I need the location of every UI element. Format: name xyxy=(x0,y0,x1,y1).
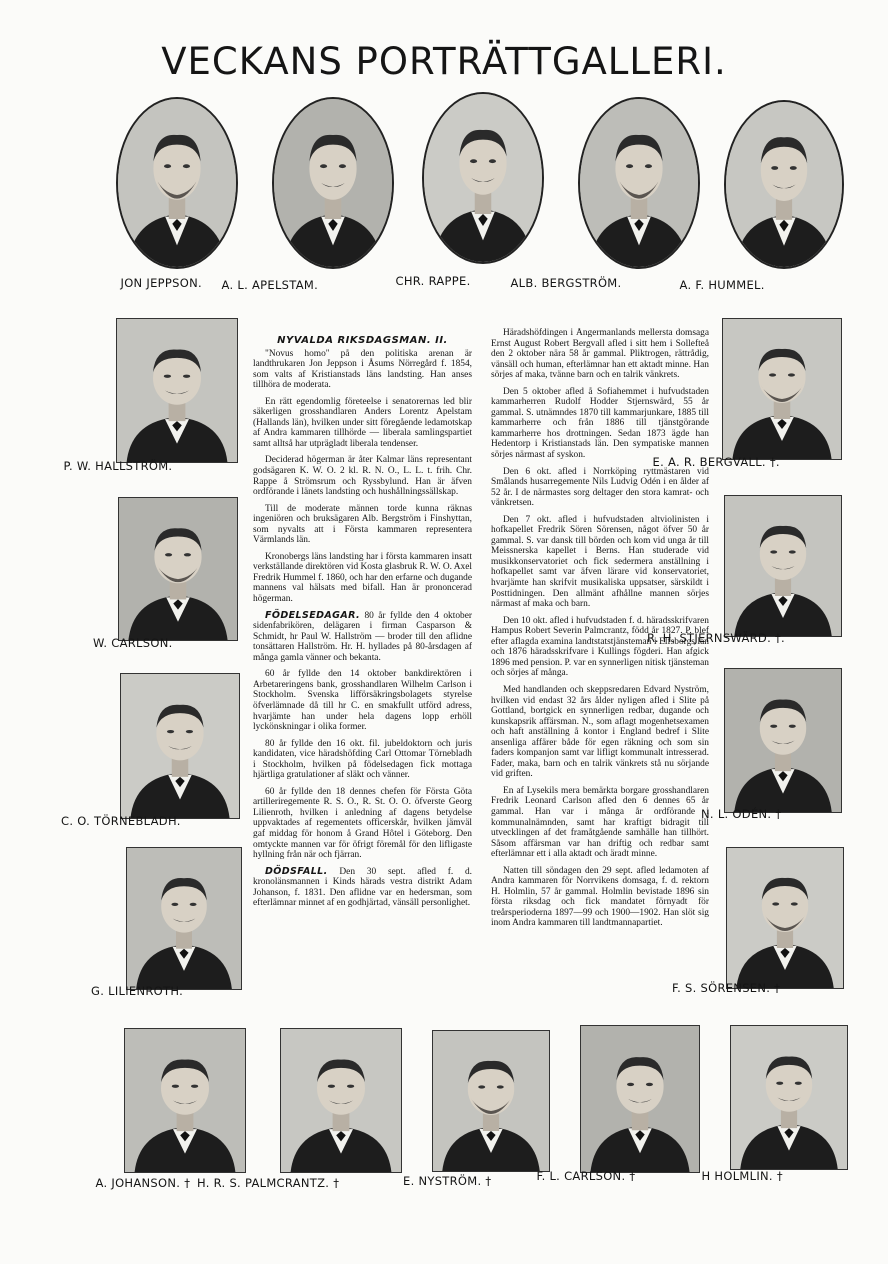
article-paragraph: Natten till söndagen den 29 sept. afled ledamoten af Andra kammaren för Norrvikens domsaga, f. d. rektorn H. Holmlin, 57 år gammal. Holmlin bevistade 1896 sin första riksdag och fick mandatet förnyadt för treårsperioderna 1897—99 och 1900—1902. Han slöt sig inom Andra kammaren till landtmannapartiet. xyxy=(491,865,709,929)
portrait-top-row-4 xyxy=(578,97,700,269)
fodelsedagar-paragraph: 80 år fyllde den 16 okt. fil. jubeldoktorn och juris kandidaten, vice häradshöfding Carl Ottomar Törnebladh i Stockholm, hvilken på födelsedagen fick mottaga hjärtliga gratulationer af släkt och vänner. xyxy=(253,738,472,781)
portrait-bottom-row-2 xyxy=(280,1028,402,1173)
article-paragraph: Till de moderate männen torde kunna räknas ingeniören och bruksägaren Alb. Bergström i Finshyttan, som nyvalts att i Första kammaren representera Värmlands län. xyxy=(253,503,472,546)
dodsfall-section xyxy=(253,867,472,909)
dodsfall-heading: DÖDSFALL. xyxy=(265,865,328,877)
portrait-caption: N. L. ODÉN. † xyxy=(701,807,782,821)
portrait-bottom-row-5 xyxy=(730,1025,848,1170)
dodsfall-text: Den 30 sept. afled f. d. kronolänsmannen i Kinds härads vestra distrikt Adam Johanson, f. 1831. Den aflidne var en hedersman, som efterlämnar minnet af en godhjärtad, vänsäll personlighet. xyxy=(253,866,472,909)
portrait-left-column-4 xyxy=(126,847,242,990)
portrait-caption: CHR. RAPPE. xyxy=(395,274,471,288)
portrait-caption: H HOLMLIN. † xyxy=(701,1169,783,1183)
fodelsedagar-paragraphs xyxy=(253,669,472,860)
portrait-top-row-2 xyxy=(272,97,394,269)
fodelsedagar-section xyxy=(253,611,472,664)
portrait-caption: R. H. STJERNSWÄRD. †. xyxy=(647,631,785,645)
portrait-caption: E. A. R. BERGVALL. †. xyxy=(652,455,780,469)
article-col2-paragraphs xyxy=(491,328,709,929)
portrait-caption: A. JOHANSON. † xyxy=(95,1176,191,1190)
article-paragraph: "Novus homo" på den politiska arenan är landthrukaren Jon Jeppson i Åsums Nörregård f. 1854, som valts af Kristianstads läns landsting. Han anses tillhöra de moderata. xyxy=(253,348,472,391)
page-title: VECKANS PORTRÄTTGALLERI. xyxy=(161,40,727,83)
fodelsedagar-heading: FÖDELSEDAGAR. xyxy=(265,609,361,621)
portrait-caption: A. L. APELSTAM. xyxy=(221,278,319,292)
portrait-left-column-1 xyxy=(116,318,238,463)
portrait-caption: G. LILIENROTH. xyxy=(91,984,184,998)
portrait-right-column-2 xyxy=(724,495,842,637)
article-paragraph: Den 10 okt. afled i hufvudstaden f. d. häradsskrifvaren Hampus Robert Severin Palmcrantz, född år 1827. P. blef efter aflagda examina landtstatstjänsteman i Elfsborgs län och 1876 häradsskrifvare i Kullings fögderi. Han afgick 1896 med pension. P. var en synnerligen nitisk tjänsteman och sörjes af många. xyxy=(491,615,709,679)
article-paragraph: Den 5 oktober afled å Sofiahemmet i hufvudstaden kammarherren Rudolf Hodder Stjernswärd, 55 år gammal. S. utnämndes 1870 till kammarjunkare, 1885 till kammarherre och från 1886 till tjänstgörande kammarherre hos drottningen. Sedan 1873 ägde han Hedentorp i Kristianstads län. Den sympatiske mannen sörjes närmast af syskon. xyxy=(491,386,709,461)
portrait-bottom-row-3 xyxy=(432,1030,550,1172)
portrait-left-column-3 xyxy=(120,673,240,819)
portrait-right-column-4 xyxy=(726,847,844,989)
article-paragraph: Med handlanden och skeppsredaren Edvard Nyström, hvilken vid endast 32 års ålder nyligen afled i Slite på Gottland, bortgick en synnerligen redbar, dugande och kunskapsrik affärsman. N., som aflagt mogenhetsexamen och haft anställning å kontor i England bedref i Slite ansenliga affärer både för egen räkning och som sin faders kompanjon samt var lifligt kommunalt intresserad. Fader, maka, barn och en talrik vänkrets stå nu sörjande vid griften. xyxy=(491,684,709,780)
fodelsedagar-first: 80 år fyllde den 4 oktober sidenfabrikören, delägaren i firman Casparson & Schmidt, hr Paul W. Hallström — broder till den aflidne tonsättaren Hallström. Hr. H. hyllades på 80-årsdagen af många gamla vänner och bekanta. xyxy=(253,610,472,663)
article-column-1 xyxy=(253,336,472,986)
portrait-caption: P. W. HALLSTRÖM. xyxy=(63,459,173,473)
article-paragraph: Häradshöfdingen i Ångermanlands mellersta domsaga Ernst August Robert Bergvall afled i sitt hem i Sollefteå den 2 oktober nära 58 år gammal. Pliktrogen, rättrådig, vänsäll och human, efterlämnar han ett aktadt minne. Han sörjes af maka, tvänne barn och en talrik vänkrets. xyxy=(491,328,709,381)
portrait-top-row-3 xyxy=(422,92,544,264)
portrait-right-column-3 xyxy=(724,668,842,813)
portrait-caption: H. R. S. PALMCRANTZ. † xyxy=(197,1176,340,1190)
article-column-2 xyxy=(491,328,709,988)
fodelsedagar-paragraph: 60 år fyllde den 18 dennes chefen för Första Göta artilleriregemente R. S. O., R. St. O. O. öfverste Georg Lilienroth, hvilken i anledning af dagens betydelse uppvaktades af regementets officerskår, hvilken jämväl gaf middag för honom å Grand Hôtel i Göteborg. Den omtyckte mannen var för öfrigt föremål för den lifligaste hyllning från när och fjärran. xyxy=(253,786,472,861)
portrait-top-row-5 xyxy=(724,100,844,269)
article-paragraph: En rätt egendomlig företeelse i senatorernas led blir säkerligen grosshandlaren Anders Lorentz Apelstam (Hallands län), hvilken under sitt föregående ledamotskap af Andra kammaren tillhörde — liberala samlingspartiet samt alltså har utprägladt liberala tendenser. xyxy=(253,396,472,449)
article-paragraph: En af Lysekils mera bemärkta borgare grosshandlaren Fredrik Leonard Carlson afled den 6 dennes 65 år gammal. Han var i många år ordförande i kommunalnämnden, samt har kraftigt bidragit till utvecklingen af det framåtgående samhälle han tillhört. Såsom affärsman var han driftig och redbar samt efterlämnar ett i alla aktadt och äradt minne. xyxy=(491,785,709,860)
article-col1-paragraphs xyxy=(253,349,472,605)
portrait-right-column-1 xyxy=(722,318,842,460)
article-heading: NYVALDA RIKSDAGSMÄN. II. xyxy=(277,336,448,346)
portrait-caption: F. L. CARLSON. † xyxy=(536,1169,636,1183)
portrait-caption: A. F. HUMMEL. xyxy=(679,278,765,292)
portrait-caption: C. O. TÖRNEBLADH. xyxy=(61,814,181,828)
portrait-caption: ALB. BERGSTRÖM. xyxy=(510,276,622,290)
article-paragraph: Den 6 okt. afled i Norrköping ryttmästaren vid Smålands husarregemente Nils Ludvig Odén i en ålder af 52 år. I de närmastes sorg deltager den stora kamrat- och vänkretsen. xyxy=(491,466,709,509)
portrait-bottom-row-4 xyxy=(580,1025,700,1173)
article-paragraph: Deciderad högerman är åter Kalmar läns representant godsägaren K. W. O. 2 kl. R. N. O., L. L. t. frih. Chr. Rappe å Strömsrum och Ryssbylund. Han är äfven ordförande i länets landsting och hushållningssällskap. xyxy=(253,455,472,498)
article-paragraph: Den 7 okt. afled i hufvudstaden altviolinisten i hofkapellet Fredrik Sören Sörensen, något öfver 50 år gammal. S. var dansk till börden och kom vid unga år till Meissnerska kapellet i Berns. Han studerade vid musikkonservatoriet och fick sedermera anställning i hofkapellet samt var äfven lärare vid konservatoriet, hvarjämte han skrifvit musikaliska uppsatser, särskildt i Posttidningen. Den allmänt afhållne mannen sörjes närmast af maka och barn. xyxy=(491,514,709,610)
portrait-caption: F. S. SÖRENSEN. † xyxy=(672,981,781,995)
portrait-caption: E. NYSTRÖM. † xyxy=(403,1174,492,1188)
fodelsedagar-paragraph: 60 år fyllde den 14 oktober bankdirektören i Arbetareringens bank, grosshandlaren Wilhelm Carlson i Stockholm. Svenska lifförsäkringsbolagets styrelse öfverlämnade då till hr C. en smakfullt utförd adress, hvarjämte han under hela dagens lopp erhöll lyckönskningar i olika former. xyxy=(253,669,472,733)
portrait-caption: W. CARLSON. xyxy=(93,636,173,650)
portrait-left-column-2 xyxy=(118,497,238,641)
portrait-caption: JON JEPPSON. xyxy=(120,276,202,290)
portrait-bottom-row-1 xyxy=(124,1028,246,1173)
article-paragraph: Kronobergs läns landsting har i första kammaren insatt verkställande direktören vid Kosta glasbruk R. W. O. Axel Fredrik Hummel f. 1860, och har den erfarne och dugande mannens val hälsats med bifall. Han är prononcerad högerman. xyxy=(253,551,472,605)
portrait-top-row-1 xyxy=(116,97,238,269)
